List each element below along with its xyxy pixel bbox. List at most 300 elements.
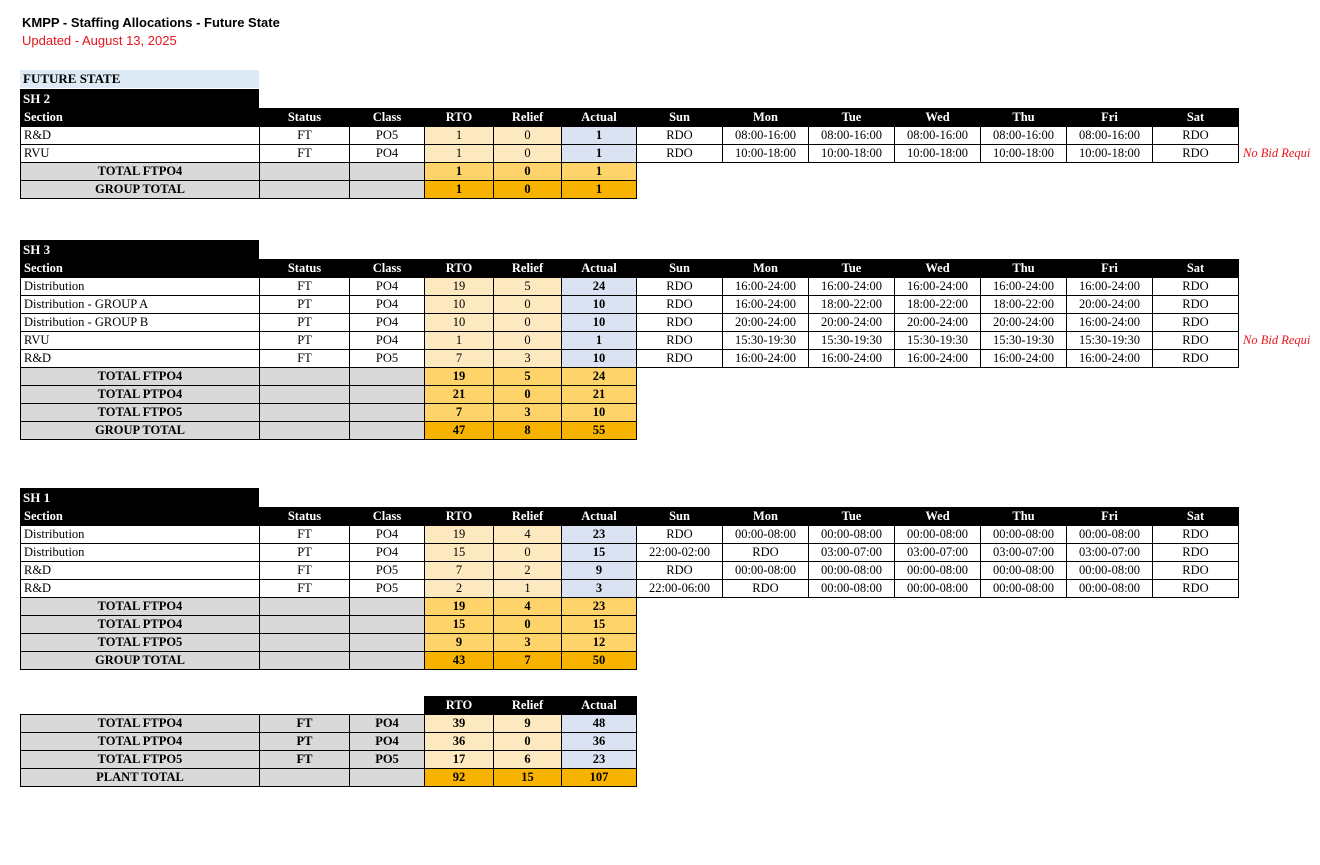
total-row (21, 404, 1320, 422)
total-label: TOTAL PTPO4 (21, 386, 260, 404)
schedule-cell-tue: 20:00-24:00 (809, 314, 895, 332)
schedule-cell-sun: RDO (637, 562, 723, 580)
total-relief: 4 (494, 598, 562, 616)
schedule-cell-wed: 03:00-07:00 (895, 544, 981, 562)
no-bid-note: No Bid Requi (1243, 333, 1311, 347)
column-header-sun: Sun (637, 260, 723, 278)
schedule-cell-fri: 20:00-24:00 (1067, 296, 1153, 314)
empty-cell (350, 616, 425, 634)
total-label: TOTAL PTPO4 (21, 616, 260, 634)
status-cell: PT (260, 296, 350, 314)
column-header-relief: Relief (494, 697, 562, 715)
schedule-cell-sun: RDO (637, 296, 723, 314)
total-rto: 19 (425, 368, 494, 386)
empty-cell (1239, 109, 1320, 127)
shift-table (20, 108, 1320, 199)
empty-cell (260, 404, 350, 422)
rto-cell: 1 (425, 127, 494, 145)
class-cell: PO4 (350, 314, 425, 332)
total-label: TOTAL FTPO4 (21, 715, 260, 733)
schedule-cell-sat: RDO (1153, 145, 1239, 163)
total-row (21, 733, 637, 751)
total-rto: 1 (425, 163, 494, 181)
total-relief: 9 (494, 715, 562, 733)
column-header-sun: Sun (637, 508, 723, 526)
total-rto: 21 (425, 386, 494, 404)
schedule-cell-tue: 18:00-22:00 (809, 296, 895, 314)
actual-cell: 1 (562, 145, 637, 163)
header-row (21, 508, 1320, 526)
schedule-cell-tue: 16:00-24:00 (809, 350, 895, 368)
total-label: TOTAL FTPO4 (21, 598, 260, 616)
class-cell: PO4 (350, 544, 425, 562)
actual-cell: 3 (562, 580, 637, 598)
column-header-thu: Thu (981, 109, 1067, 127)
empty-cell (260, 652, 350, 670)
empty-cell (260, 616, 350, 634)
section-cell: R&D (21, 350, 260, 368)
total-row (21, 634, 1320, 652)
schedule-cell-thu: 03:00-07:00 (981, 544, 1067, 562)
class-cell: PO5 (350, 562, 425, 580)
no-bid-note (1239, 296, 1320, 314)
schedule-cell-wed: 10:00-18:00 (895, 145, 981, 163)
schedule-cell-mon: RDO (723, 580, 809, 598)
schedule-cell-mon: 16:00-24:00 (723, 278, 809, 296)
empty-cell (350, 368, 425, 386)
total-relief: 0 (494, 181, 562, 199)
schedule-cell-wed: 00:00-08:00 (895, 580, 981, 598)
total-label: GROUP TOTAL (21, 652, 260, 670)
total-rto: 36 (425, 733, 494, 751)
total-actual: 24 (562, 368, 637, 386)
schedule-cell-thu: 20:00-24:00 (981, 314, 1067, 332)
status-cell: FT (260, 751, 350, 769)
group-total-row (21, 652, 1320, 670)
empty-cell (260, 634, 350, 652)
total-rto: 1 (425, 181, 494, 199)
total-relief: 5 (494, 368, 562, 386)
schedule-cell-sat: RDO (1153, 526, 1239, 544)
schedule-cell-fri: 00:00-08:00 (1067, 562, 1153, 580)
total-relief: 3 (494, 634, 562, 652)
schedule-cell-thu: 00:00-08:00 (981, 562, 1067, 580)
section-cell: RVU (21, 145, 260, 163)
status-cell: FT (260, 127, 350, 145)
total-label: GROUP TOTAL (21, 422, 260, 440)
schedule-cell-sat: RDO (1153, 296, 1239, 314)
total-relief: 7 (494, 652, 562, 670)
column-header-mon: Mon (723, 260, 809, 278)
no-bid-note (1239, 562, 1320, 580)
class-cell: PO4 (350, 145, 425, 163)
total-row (21, 163, 1320, 181)
total-label: TOTAL FTPO4 (21, 368, 260, 386)
total-actual: 23 (562, 751, 637, 769)
column-header-section: Section (21, 260, 260, 278)
schedule-cell-fri: 15:30-19:30 (1067, 332, 1153, 350)
table-row (21, 296, 1320, 314)
relief-cell: 0 (494, 127, 562, 145)
relief-cell: 2 (494, 562, 562, 580)
rto-cell: 19 (425, 278, 494, 296)
rto-cell: 1 (425, 145, 494, 163)
empty-cell (260, 697, 350, 715)
schedule-cell-sun: RDO (637, 314, 723, 332)
schedule-cell-tue: 00:00-08:00 (809, 562, 895, 580)
rto-cell: 7 (425, 350, 494, 368)
schedule-cell-sun: RDO (637, 526, 723, 544)
schedule-cell-sat: RDO (1153, 350, 1239, 368)
schedule-cell-sun: 22:00-02:00 (637, 544, 723, 562)
column-header-sun: Sun (637, 109, 723, 127)
group-total-row (21, 422, 1320, 440)
column-header-fri: Fri (1067, 508, 1153, 526)
column-header-class: Class (350, 508, 425, 526)
empty-cell (1239, 508, 1320, 526)
total-row (21, 368, 1320, 386)
schedule-cell-fri: 03:00-07:00 (1067, 544, 1153, 562)
status-cell (260, 769, 350, 787)
table-row (21, 350, 1320, 368)
total-actual: 1 (562, 181, 637, 199)
shift-table (20, 507, 1320, 670)
schedule-cell-wed: 16:00-24:00 (895, 350, 981, 368)
schedule-cell-sun: RDO (637, 350, 723, 368)
total-label: TOTAL PTPO4 (21, 733, 260, 751)
column-header-class: Class (350, 109, 425, 127)
total-label: GROUP TOTAL (21, 181, 260, 199)
total-row (21, 386, 1320, 404)
shift-label: SH 3 (20, 240, 259, 259)
schedule-cell-thu: 00:00-08:00 (981, 580, 1067, 598)
class-cell: PO4 (350, 296, 425, 314)
relief-cell: 5 (494, 278, 562, 296)
total-relief: 0 (494, 163, 562, 181)
class-cell: PO4 (350, 733, 425, 751)
relief-cell: 0 (494, 544, 562, 562)
total-relief: 6 (494, 751, 562, 769)
column-header-tue: Tue (809, 508, 895, 526)
header-row (21, 260, 1320, 278)
table-row (21, 580, 1320, 598)
schedule-cell-thu: 08:00-16:00 (981, 127, 1067, 145)
actual-cell: 10 (562, 350, 637, 368)
class-cell: PO5 (350, 127, 425, 145)
total-label: TOTAL FTPO5 (21, 751, 260, 769)
status-cell: FT (260, 145, 350, 163)
total-relief: 0 (494, 733, 562, 751)
column-header-status: Status (260, 508, 350, 526)
schedule-cell-sat: RDO (1153, 332, 1239, 350)
empty-cell (1239, 260, 1320, 278)
total-actual: 21 (562, 386, 637, 404)
table-row (21, 145, 1320, 163)
column-header-mon: Mon (723, 508, 809, 526)
plant-total-block (20, 696, 637, 787)
plant-total-table (20, 696, 637, 787)
relief-cell: 4 (494, 526, 562, 544)
updated-date: Updated - August 13, 2025 (22, 33, 177, 48)
column-header-actual: Actual (562, 697, 637, 715)
schedule-cell-sun: RDO (637, 145, 723, 163)
schedule-cell-sun: RDO (637, 332, 723, 350)
schedule-cell-thu: 00:00-08:00 (981, 526, 1067, 544)
shift-label: SH 1 (20, 488, 259, 507)
total-actual: 36 (562, 733, 637, 751)
column-header-thu: Thu (981, 260, 1067, 278)
no-bid-note (1239, 278, 1320, 296)
actual-cell: 15 (562, 544, 637, 562)
class-cell: PO4 (350, 278, 425, 296)
class-cell: PO5 (350, 751, 425, 769)
column-header-actual: Actual (562, 109, 637, 127)
total-rto: 17 (425, 751, 494, 769)
no-bid-note (1239, 127, 1320, 145)
table-row (21, 314, 1320, 332)
document-header (22, 14, 280, 50)
schedule-cell-tue: 08:00-16:00 (809, 127, 895, 145)
schedule-cell-fri: 16:00-24:00 (1067, 350, 1153, 368)
empty-cell (350, 181, 425, 199)
actual-cell: 24 (562, 278, 637, 296)
empty-cell (350, 386, 425, 404)
total-row (21, 715, 637, 733)
column-header-sat: Sat (1153, 109, 1239, 127)
total-actual: 1 (562, 163, 637, 181)
total-relief: 15 (494, 769, 562, 787)
schedule-cell-mon: 00:00-08:00 (723, 526, 809, 544)
header-row (21, 109, 1320, 127)
schedule-cell-sun: RDO (637, 278, 723, 296)
column-header-rto: RTO (425, 109, 494, 127)
rto-cell: 1 (425, 332, 494, 350)
empty-cell (260, 163, 350, 181)
status-cell: FT (260, 526, 350, 544)
total-actual: 48 (562, 715, 637, 733)
total-label: TOTAL FTPO4 (21, 163, 260, 181)
empty-cell (21, 697, 260, 715)
relief-cell: 1 (494, 580, 562, 598)
class-cell: PO4 (350, 715, 425, 733)
schedule-cell-wed: 15:30-19:30 (895, 332, 981, 350)
actual-cell: 10 (562, 296, 637, 314)
class-cell: PO5 (350, 350, 425, 368)
total-row (21, 598, 1320, 616)
total-rto: 7 (425, 404, 494, 422)
column-header-sat: Sat (1153, 260, 1239, 278)
relief-cell: 3 (494, 350, 562, 368)
column-header-fri: Fri (1067, 260, 1153, 278)
schedule-cell-sun: RDO (637, 127, 723, 145)
empty-cell (350, 163, 425, 181)
no-bid-note (1239, 314, 1320, 332)
schedule-cell-thu: 16:00-24:00 (981, 278, 1067, 296)
column-header-sat: Sat (1153, 508, 1239, 526)
actual-cell: 10 (562, 314, 637, 332)
future-state-label: FUTURE STATE (20, 70, 259, 88)
rto-cell: 19 (425, 526, 494, 544)
schedule-cell-mon: 10:00-18:00 (723, 145, 809, 163)
column-header-rto: RTO (425, 508, 494, 526)
status-cell: PT (260, 314, 350, 332)
empty-cell (350, 652, 425, 670)
table-row (21, 332, 1320, 350)
section-cell: RVU (21, 332, 260, 350)
total-rto: 92 (425, 769, 494, 787)
total-rto: 9 (425, 634, 494, 652)
schedule-cell-fri: 16:00-24:00 (1067, 278, 1153, 296)
shift-block-sh2 (20, 89, 1320, 199)
schedule-cell-fri: 16:00-24:00 (1067, 314, 1153, 332)
column-header-class: Class (350, 260, 425, 278)
schedule-cell-sat: RDO (1153, 544, 1239, 562)
schedule-cell-wed: 00:00-08:00 (895, 562, 981, 580)
total-row (21, 751, 637, 769)
total-relief: 8 (494, 422, 562, 440)
section-cell: R&D (21, 580, 260, 598)
column-header-rto: RTO (425, 697, 494, 715)
table-row (21, 544, 1320, 562)
rto-cell: 7 (425, 562, 494, 580)
schedule-cell-wed: 00:00-08:00 (895, 526, 981, 544)
column-header-actual: Actual (562, 508, 637, 526)
column-header-tue: Tue (809, 260, 895, 278)
relief-cell: 0 (494, 332, 562, 350)
schedule-cell-tue: 03:00-07:00 (809, 544, 895, 562)
class-cell (350, 769, 425, 787)
empty-cell (350, 598, 425, 616)
total-relief: 3 (494, 404, 562, 422)
total-rto: 19 (425, 598, 494, 616)
empty-cell (260, 368, 350, 386)
schedule-cell-thu: 18:00-22:00 (981, 296, 1067, 314)
schedule-cell-mon: 16:00-24:00 (723, 350, 809, 368)
total-rto: 15 (425, 616, 494, 634)
empty-cell (350, 634, 425, 652)
schedule-cell-sat: RDO (1153, 314, 1239, 332)
column-header-fri: Fri (1067, 109, 1153, 127)
empty-cell (350, 697, 425, 715)
column-header-relief: Relief (494, 109, 562, 127)
schedule-cell-sat: RDO (1153, 562, 1239, 580)
column-header-actual: Actual (562, 260, 637, 278)
column-header-section: Section (21, 508, 260, 526)
actual-cell: 1 (562, 332, 637, 350)
no-bid-note (1239, 544, 1320, 562)
total-label: TOTAL FTPO5 (21, 634, 260, 652)
status-cell: FT (260, 278, 350, 296)
total-rto: 47 (425, 422, 494, 440)
schedule-cell-wed: 18:00-22:00 (895, 296, 981, 314)
column-header-relief: Relief (494, 260, 562, 278)
status-cell: FT (260, 715, 350, 733)
column-header-wed: Wed (895, 508, 981, 526)
relief-cell: 0 (494, 314, 562, 332)
empty-cell (350, 422, 425, 440)
total-relief: 0 (494, 616, 562, 634)
no-bid-note (1239, 350, 1320, 368)
empty-cell (260, 598, 350, 616)
status-cell: PT (260, 733, 350, 751)
total-actual: 15 (562, 616, 637, 634)
rto-cell: 2 (425, 580, 494, 598)
column-header-mon: Mon (723, 109, 809, 127)
total-label: PLANT TOTAL (21, 769, 260, 787)
schedule-cell-wed: 08:00-16:00 (895, 127, 981, 145)
schedule-cell-mon: RDO (723, 544, 809, 562)
schedule-cell-fri: 08:00-16:00 (1067, 127, 1153, 145)
table-row (21, 562, 1320, 580)
status-cell: FT (260, 562, 350, 580)
schedule-cell-sun: 22:00-06:00 (637, 580, 723, 598)
total-actual: 50 (562, 652, 637, 670)
no-bid-note (1239, 580, 1320, 598)
schedule-cell-wed: 20:00-24:00 (895, 314, 981, 332)
column-header-section: Section (21, 109, 260, 127)
empty-cell (260, 386, 350, 404)
schedule-cell-thu: 16:00-24:00 (981, 350, 1067, 368)
header-row (21, 697, 637, 715)
schedule-cell-fri: 10:00-18:00 (1067, 145, 1153, 163)
total-actual: 107 (562, 769, 637, 787)
schedule-cell-tue: 00:00-08:00 (809, 580, 895, 598)
page-title: KMPP - Staffing Allocations - Future State (22, 15, 280, 30)
relief-cell: 0 (494, 145, 562, 163)
schedule-cell-fri: 00:00-08:00 (1067, 580, 1153, 598)
empty-cell (260, 181, 350, 199)
actual-cell: 23 (562, 526, 637, 544)
total-rto: 43 (425, 652, 494, 670)
actual-cell: 9 (562, 562, 637, 580)
column-header-wed: Wed (895, 109, 981, 127)
schedule-cell-wed: 16:00-24:00 (895, 278, 981, 296)
shift-label: SH 2 (20, 89, 259, 108)
shift-block-sh1 (20, 488, 1320, 670)
total-actual: 23 (562, 598, 637, 616)
total-actual: 55 (562, 422, 637, 440)
column-header-rto: RTO (425, 260, 494, 278)
schedule-cell-mon: 15:30-19:30 (723, 332, 809, 350)
section-cell: R&D (21, 127, 260, 145)
column-header-status: Status (260, 109, 350, 127)
total-row (21, 616, 1320, 634)
section-cell: Distribution - GROUP B (21, 314, 260, 332)
schedule-cell-fri: 00:00-08:00 (1067, 526, 1153, 544)
group-total-row (21, 181, 1320, 199)
schedule-cell-thu: 15:30-19:30 (981, 332, 1067, 350)
column-header-thu: Thu (981, 508, 1067, 526)
column-header-status: Status (260, 260, 350, 278)
table-row (21, 526, 1320, 544)
actual-cell: 1 (562, 127, 637, 145)
section-cell: Distribution - GROUP A (21, 296, 260, 314)
section-cell: Distribution (21, 526, 260, 544)
schedule-cell-mon: 08:00-16:00 (723, 127, 809, 145)
empty-cell (260, 422, 350, 440)
status-cell: PT (260, 332, 350, 350)
class-cell: PO5 (350, 580, 425, 598)
rto-cell: 10 (425, 314, 494, 332)
total-relief: 0 (494, 386, 562, 404)
status-cell: FT (260, 350, 350, 368)
relief-cell: 0 (494, 296, 562, 314)
section-cell: Distribution (21, 278, 260, 296)
empty-cell (350, 404, 425, 422)
plant-total-row (21, 769, 637, 787)
column-header-wed: Wed (895, 260, 981, 278)
total-actual: 10 (562, 404, 637, 422)
